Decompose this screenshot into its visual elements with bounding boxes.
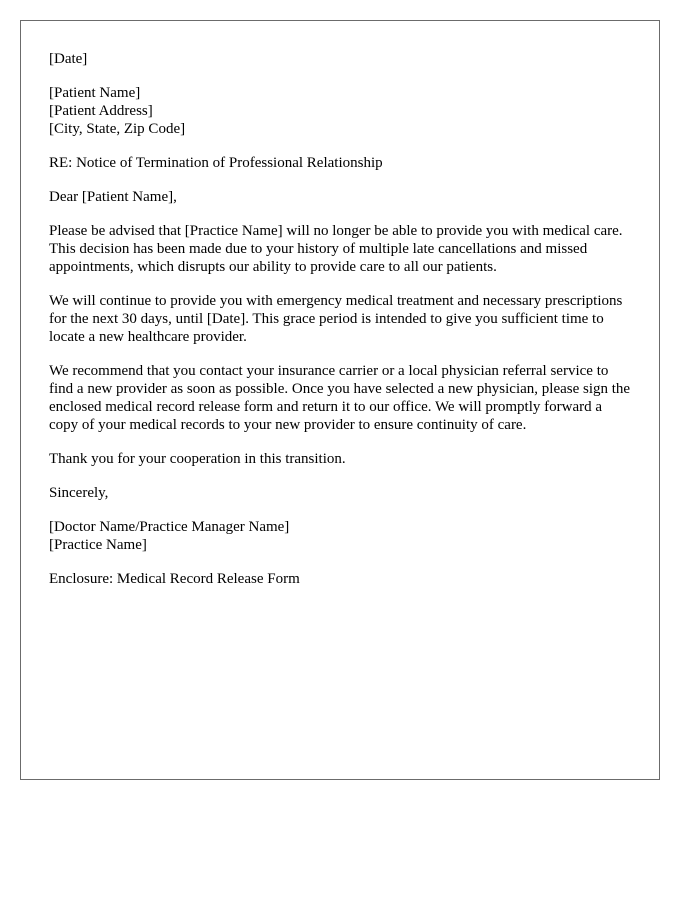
body-paragraph-termination: Please be advised that [Practice Name] will no longer be able to provide you with medical care. This decision has been made due to your history of multiple late cancellations and missed appointments, which disrupts our ability to provide care to all our patients. [49, 223, 623, 275]
recipient-name: [Patient Name] [49, 85, 141, 101]
enclosure-line: Enclosure: Medical Record Release Form [49, 571, 300, 587]
letter-subject: RE: Notice of Termination of Professional Relationship [49, 155, 383, 171]
letter-salutation: Dear [Patient Name], [49, 189, 177, 205]
recipient-address: [Patient Address] [49, 103, 153, 119]
signature-name: [Doctor Name/Practice Manager Name] [49, 519, 290, 535]
recipient-block [49, 84, 631, 138]
letter-closing: Sincerely, [49, 485, 109, 501]
recipient-city-state-zip: [City, State, Zip Code] [49, 121, 186, 137]
body-paragraph-thanks: Thank you for your cooperation in this transition. [49, 451, 346, 467]
letter-page [20, 20, 660, 780]
signature-practice: [Practice Name] [49, 537, 147, 553]
letter-date: [Date] [49, 51, 88, 67]
body-paragraph-grace-period: We will continue to provide you with emergency medical treatment and necessary prescriptions for the next 30 days, until [Date]. This grace period is intended to give you sufficient time to locate a new healthcare provider. [49, 293, 623, 345]
body-paragraph-recommendation: We recommend that you contact your insurance carrier or a local physician referral service to find a new provider as soon as possible. Once you have selected a new physician, please sign the enclosed medical record release form and return it to our office. We will promptly forward a copy of your medical records to your new provider to ensure continuity of care. [49, 363, 631, 433]
signature-block [49, 518, 631, 554]
